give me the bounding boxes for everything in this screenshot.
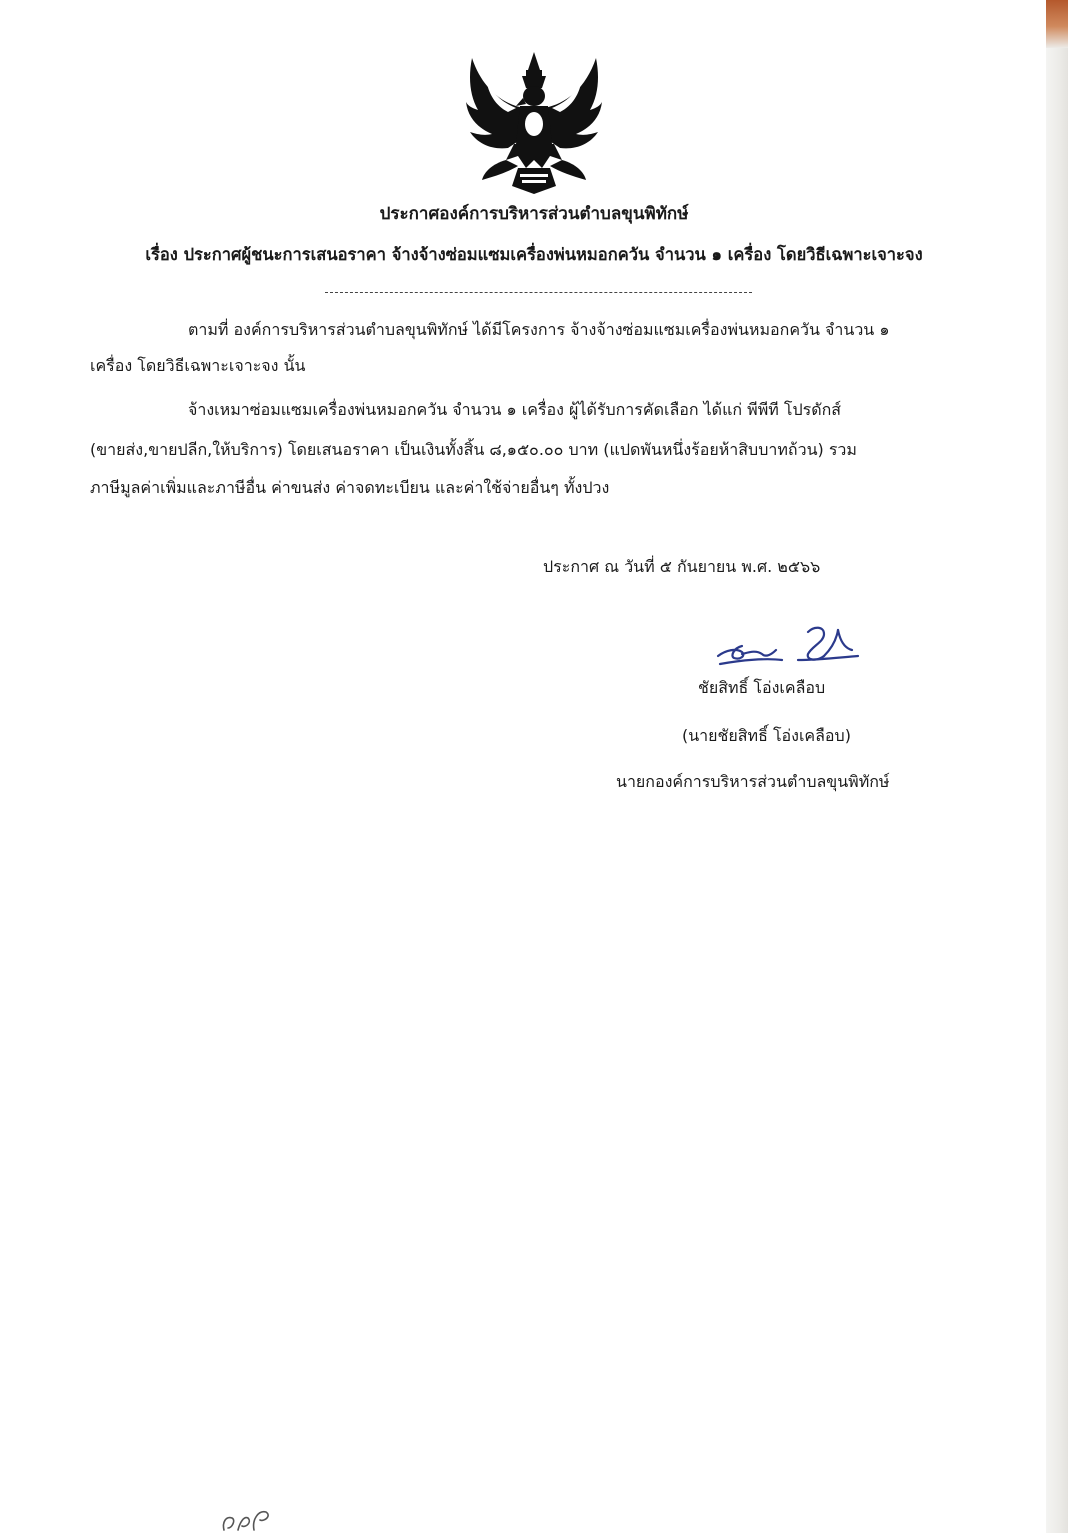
paragraph-1-line-2: เครื่อง โดยวิธีเฉพาะเจาะจง นั้น [90, 356, 306, 375]
page-edge-shadow [1046, 0, 1068, 1533]
header-divider [325, 292, 752, 293]
paragraph-2-line-1: จ้างเหมาซ่อมแซมเครื่องพ่นหมอกควัน จำนวน ๑ เครื่อง ผู้ได้รับการคัดเลือก ได้แก่ พีพีที โปรดักส์ [188, 400, 842, 419]
paragraph-2-line-2: (ขายส่ง,ขายปลีก,ให้บริการ) โดยเสนอราคา เป็นเงินทั้งสิ้น ๘,๑๕๐.๐๐ บาท (แปดพันหนึ่งร้อยห้าสิบบาทถ้วน) รวม [90, 440, 857, 459]
garuda-emblem-icon [462, 48, 606, 198]
announcement-date: ประกาศ ณ วันที่ ๕ กันยายน พ.ศ. ๒๕๖๖ [543, 557, 821, 576]
page-corner [1046, 0, 1068, 48]
announcement-title: ประกาศองค์การบริหารส่วนตำบลขุนพิทักษ์ [379, 204, 689, 224]
announcement-subject: เรื่อง ประกาศผู้ชนะการเสนอราคา จ้างจ้างซ่อมแซมเครื่องพ่นหมอกควัน จำนวน ๑ เครื่อง โดยวิธีเฉพาะเจาะจง [145, 245, 923, 264]
signatory-position: นายกองค์การบริหารส่วนตำบลขุนพิทักษ์ [616, 772, 890, 791]
signatory-full-name: (นายชัยสิทธิ์ โอ่งเคลือบ) [682, 726, 851, 745]
paragraph-1-line-1: ตามที่ องค์การบริหารส่วนตำบลขุนพิทักษ์ ได้มีโครงการ จ้างจ้างซ่อมแซมเครื่องพ่นหมอกควัน จำนวน ๑ [188, 320, 890, 339]
paragraph-2-line-3: ภาษีมูลค่าเพิ่มและภาษีอื่น ค่าขนส่ง ค่าจดทะเบียน และค่าใช้จ่ายอื่นๆ ทั้งปวง [90, 478, 610, 497]
handwritten-mark-icon [218, 1500, 278, 1533]
signatory-name: ชัยสิทธิ์ โอ่งเคลือบ [698, 678, 826, 697]
handwritten-signature-icon [712, 620, 862, 672]
